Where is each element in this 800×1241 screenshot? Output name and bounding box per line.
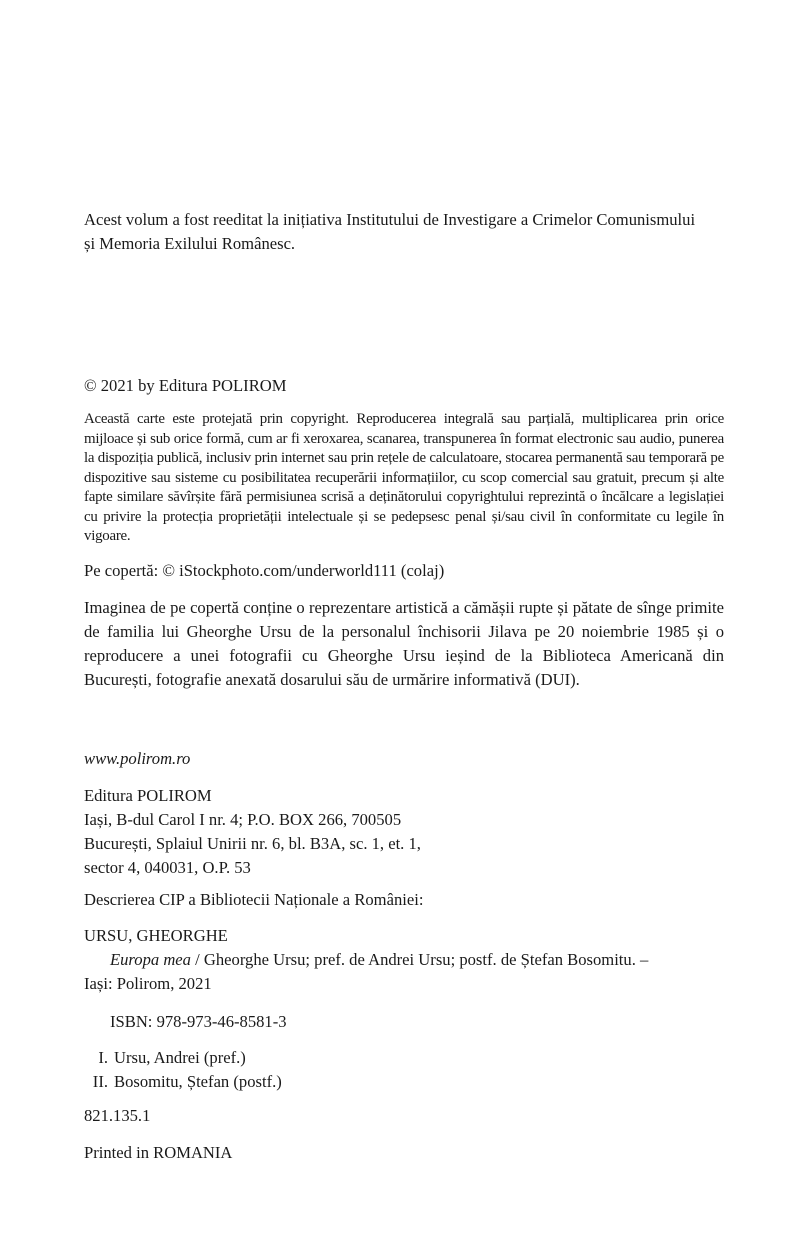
publisher-line-4: sector 4, 040031, O.P. 53 bbox=[84, 858, 251, 877]
cip-title: Europa mea bbox=[110, 950, 191, 969]
printed-in: Printed in ROMANIA bbox=[84, 1143, 233, 1162]
cip-entry-text: Ursu, Andrei (pref.) bbox=[114, 1048, 246, 1067]
cip-entry bbox=[82, 1070, 482, 1094]
initiative-note bbox=[84, 208, 724, 256]
publisher-line-1: Editura POLIROM bbox=[84, 786, 212, 805]
cip-heading: Descrierea CIP a Bibliotecii Naționale a României: bbox=[84, 890, 424, 909]
cip-author: URSU, GHEORGHE bbox=[84, 926, 228, 945]
cover-description: Imaginea de pe copertă conține o reprezentare artistică a cămășii rupte și pătate de sînge primite de familia lui Gheorghe Ursu de la personalul închisorii Jilava pe 20 noiembrie 1985 și o reproducere a unei fotografii cu Gheorghe Ursu ieșind de la Biblioteca Americană din București, fotografie anexată dosarului său de urmărire informativă (DUI). bbox=[84, 598, 724, 689]
cip-statement: / Gheorghe Ursu; pref. de Andrei Ursu; postf. de Ștefan Bosomitu. – bbox=[190, 950, 649, 969]
cip-entries bbox=[82, 1046, 482, 1094]
publisher-address bbox=[84, 784, 724, 880]
copyright-notice: Această carte este protejată prin copyright. Reproducerea integrală sau parțială, multiplicarea prin orice mijloace și sub orice formă, cum ar fi xeroxarea, scanarea, transpunerea în format electronic sau audio, punerea la dispoziția publică, inclusiv prin internet sau prin rețele de calculatoare, stocarea permanentă sau temporară pe dispozitive sau sisteme cu posibilitatea recuperării informațiilor, cu scop comercial sau gratuit, precum și alte fapte similare săvîrșite fără permisiunea scrisă a deținătorului copyrightului reprezintă o încălcare a legislației cu privire la protecția proprietății intelectuale și se pedepsesc penal și/sau civil în conformitate cu legile în vigoare. bbox=[84, 411, 724, 544]
cip-entry-text: Bosomitu, Ștefan (postf.) bbox=[114, 1072, 282, 1091]
website-link[interactable]: www.polirom.ro bbox=[84, 749, 191, 768]
cip-title-line bbox=[84, 948, 724, 972]
cip-entry bbox=[82, 1046, 482, 1070]
initiative-line-1: Acest volum a fost reeditat la inițiativa Institutului de Investigare a Crimelor Comunismului bbox=[84, 210, 696, 229]
cip-record bbox=[84, 948, 724, 996]
cip-entry-number: I. bbox=[98, 1048, 108, 1067]
cip-isbn: ISBN: 978-973-46-8581-3 bbox=[110, 1012, 287, 1031]
cip-entry-number: II. bbox=[92, 1072, 108, 1091]
publisher-line-2: Iași, B-dul Carol I nr. 4; P.O. BOX 266, 700505 bbox=[84, 810, 402, 829]
cip-classification: 821.135.1 bbox=[84, 1106, 151, 1125]
publisher-line-3: București, Splaiul Unirii nr. 6, bl. B3A, sc. 1, et. 1, bbox=[84, 834, 421, 853]
cip-imprint: Iași: Polirom, 2021 bbox=[84, 974, 212, 993]
copyright-owner: © 2021 by Editura POLIROM bbox=[84, 376, 287, 395]
initiative-line-2: și Memoria Exilului Românesc. bbox=[84, 234, 296, 253]
cover-credit: Pe copertă: © iStockphoto.com/underworld111 (colaj) bbox=[84, 561, 445, 580]
